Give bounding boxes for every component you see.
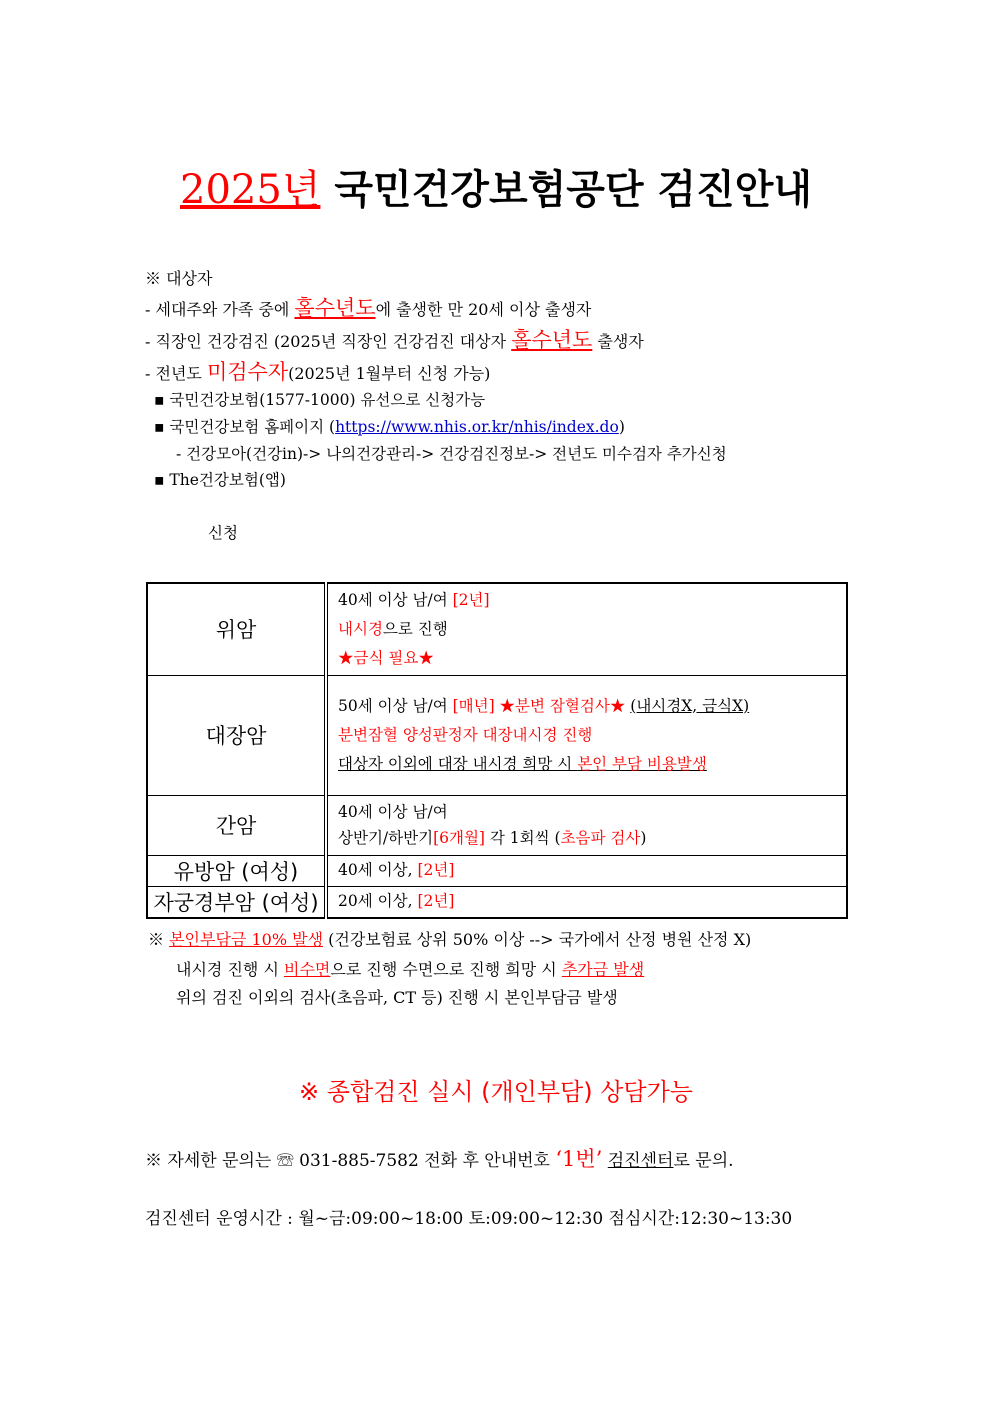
exam-details xyxy=(326,675,847,795)
checkup-center: 검진센터 xyxy=(607,1151,674,1171)
targets-heading: ※ 대상자 xyxy=(145,269,213,288)
text: - 세대주와 가족 중에 xyxy=(145,300,295,319)
table-row-colon xyxy=(147,675,847,795)
page-title xyxy=(0,158,992,215)
text: 대상자 이외에 대장 내시경 희망 시 xyxy=(338,754,578,773)
odd-year-highlight: 홀수년도 xyxy=(511,328,593,352)
contact-line xyxy=(145,1143,734,1173)
bullet-phone: ▪ 국민건강보험(1577-1000) 유선으로 신청가능 xyxy=(154,391,486,409)
text: 50세 이상 남/여 xyxy=(338,696,453,715)
exam-details xyxy=(326,855,847,886)
guide-number: ‘1번’ xyxy=(555,1147,603,1171)
note-other-tests: 위의 검진 이외의 검사(초음파, CT 등) 진행 시 본인부담금 발생 xyxy=(176,988,618,1007)
detail-line xyxy=(338,750,836,779)
exam-name: 간암 xyxy=(147,795,326,855)
text: 20세 이상, xyxy=(338,892,418,910)
detail-line xyxy=(338,586,836,615)
table-row-breast xyxy=(147,855,847,886)
exam-name: 자궁경부암 (여성) xyxy=(147,886,326,918)
text: ▪ 국민건강보험 홈페이지 ( xyxy=(154,418,336,436)
text: 내시경 진행 시 xyxy=(176,960,284,979)
text: 상반기/하반기 xyxy=(338,829,434,847)
text: 40세 이상, xyxy=(338,861,418,879)
text: 출생자 xyxy=(592,332,644,351)
text: 각 1회씩 ( xyxy=(484,829,561,847)
target-line-3 xyxy=(145,356,490,386)
nhis-homepage-link[interactable]: https://www.nhis.or.kr/nhis/index.do xyxy=(335,418,619,436)
non-sedation: 비수면 xyxy=(284,960,331,979)
detail-line: 40세 이상 남/여 xyxy=(338,803,448,821)
target-line-1 xyxy=(145,292,591,322)
title-year: 2025년 xyxy=(180,167,321,213)
exam-details xyxy=(326,583,847,675)
text: ) xyxy=(640,829,647,847)
comprehensive-checkup-banner: ※ 종합검진 실시 (개인부담) 상담가능 xyxy=(299,1078,693,1106)
text: (건강보험료 상위 50% 이상 --> 국가에서 산정 병원 산정 X) xyxy=(323,930,752,949)
text: ※ 자세한 문의는 ☏ 031-885-7582 전화 후 안내번호 xyxy=(145,1151,556,1171)
period: [2년] xyxy=(452,590,490,609)
positive-notice: 분변잠혈 양성판정자 대장내시경 진행 xyxy=(338,725,593,744)
text: - 직장인 건강검진 (2025년 직장인 건강검진 대상자 xyxy=(145,332,512,351)
odd-year-highlight: 홀수년도 xyxy=(294,296,376,320)
table-row-liver xyxy=(147,795,847,855)
detail-line xyxy=(338,615,836,644)
bullet-app-sub-cont: 신청 xyxy=(208,524,238,542)
exam-name: 유방암 (여성) xyxy=(147,855,326,886)
table-row-cervix xyxy=(147,886,847,918)
text: ※ xyxy=(148,930,170,949)
ultrasound: 초음파 검사 xyxy=(560,829,641,847)
note-copay xyxy=(148,927,751,950)
text: (2025년 1월부터 신청 가능) xyxy=(288,364,491,383)
exam-table xyxy=(146,582,848,919)
text: 으로 진행 수면으로 진행 희망 시 xyxy=(330,960,562,979)
note-endoscopy xyxy=(176,957,644,980)
text: 40세 이상 남/여 xyxy=(338,590,453,609)
table-row-stomach xyxy=(147,583,847,675)
period: [매년] ★분변 잠혈검사★ xyxy=(452,696,626,715)
bullet-homepage xyxy=(154,415,625,437)
detail-line xyxy=(338,825,836,851)
note: (내시경X, 금식X) xyxy=(630,696,750,715)
endoscopy: 내시경 xyxy=(338,619,383,638)
title-rest: 국민건강보험공단 검진안내 xyxy=(320,167,812,213)
period: [2년] xyxy=(417,861,455,879)
period: [2년] xyxy=(417,892,455,910)
text: - 전년도 xyxy=(145,364,207,383)
bullet-app: ▪ The건강보험(앱) xyxy=(154,471,286,489)
operating-hours: 검진센터 운영시간 : 월~금:09:00~18:00 토:09:00~12:30 점심시간:12:30~13:30 xyxy=(145,1209,793,1229)
exam-name: 대장암 xyxy=(147,675,326,795)
text: 로 문의. xyxy=(673,1151,734,1171)
bullet-homepage-sub: - 건강모아(건강in)-> 나의건강관리-> 건강검진정보-> 전년도 미수검자 추가신청 xyxy=(176,445,727,463)
copay-highlight: 본인부담금 10% 발생 xyxy=(169,930,324,949)
text: 에 출생한 만 20세 이상 출생자 xyxy=(375,300,592,319)
text: ) xyxy=(618,418,625,436)
detail-line xyxy=(338,692,836,721)
exam-details xyxy=(326,795,847,855)
unexamined-highlight: 미검수자 xyxy=(206,360,289,384)
period: [6개월] xyxy=(433,829,485,847)
cost-notice: 본인 부담 비용발생 xyxy=(577,754,707,773)
exam-details xyxy=(326,886,847,918)
exam-name: 위암 xyxy=(147,583,326,675)
target-line-2 xyxy=(145,324,644,354)
fasting-notice: ★금식 필요★ xyxy=(338,648,434,667)
text: 으로 진행 xyxy=(382,619,448,638)
extra-cost: 추가금 발생 xyxy=(561,960,645,979)
